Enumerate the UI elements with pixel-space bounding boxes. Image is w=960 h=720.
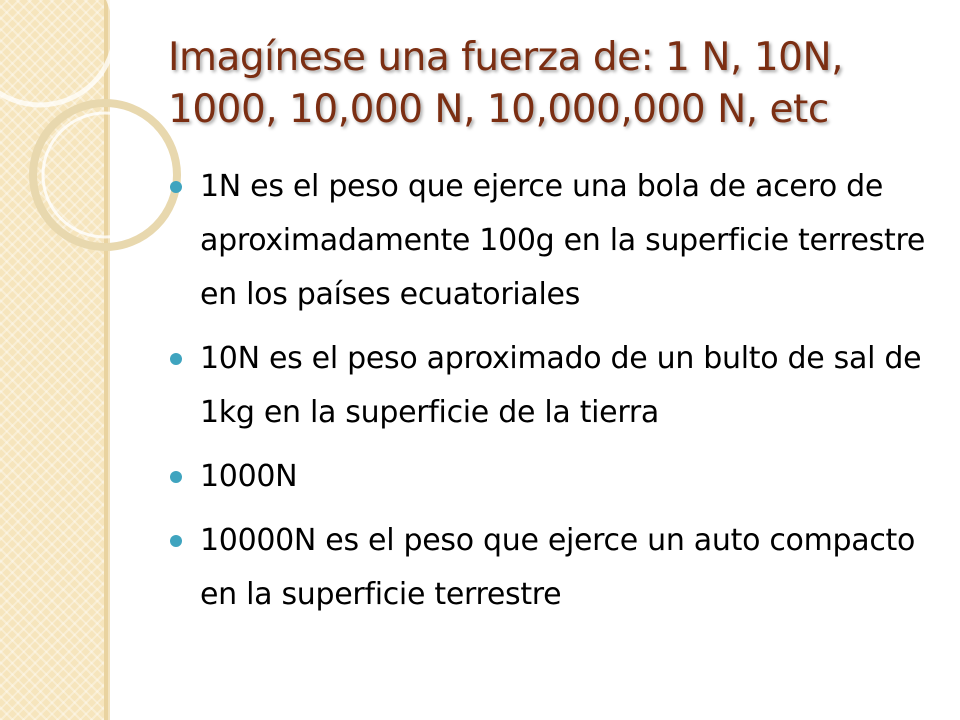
bullet-item — [168, 450, 928, 504]
decorative-circle-inner — [43, 113, 167, 237]
bullet-list — [168, 160, 928, 632]
decorative-circle-large — [0, 0, 115, 105]
bullet-marker — [170, 471, 182, 483]
slide-title: Imagínese una fuerza de: 1 N, 10N, 1000, 10,000 N, 10,000,000 N, etc — [168, 35, 844, 132]
bullet-text: 1N es el peso que ejerce una bola de acero de aproximadamente 100g en la superficie terrestre en los países ecuatoriales — [200, 169, 925, 312]
bullet-marker — [170, 181, 182, 193]
bullet-marker — [170, 535, 182, 547]
bullet-text: 10N es el peso aproximado de un bulto de sal de 1kg en la superficie de la tierra — [200, 341, 922, 430]
bullet-item — [168, 332, 928, 440]
decorative-circle-ring — [33, 103, 177, 247]
bullet-marker — [170, 353, 182, 365]
bullet-text: 1000N — [200, 459, 298, 494]
bullet-text: 10000N es el peso que ejerce un auto compacto en la superficie terrestre — [200, 523, 916, 612]
bullet-item — [168, 160, 928, 322]
bullet-item — [168, 514, 928, 622]
